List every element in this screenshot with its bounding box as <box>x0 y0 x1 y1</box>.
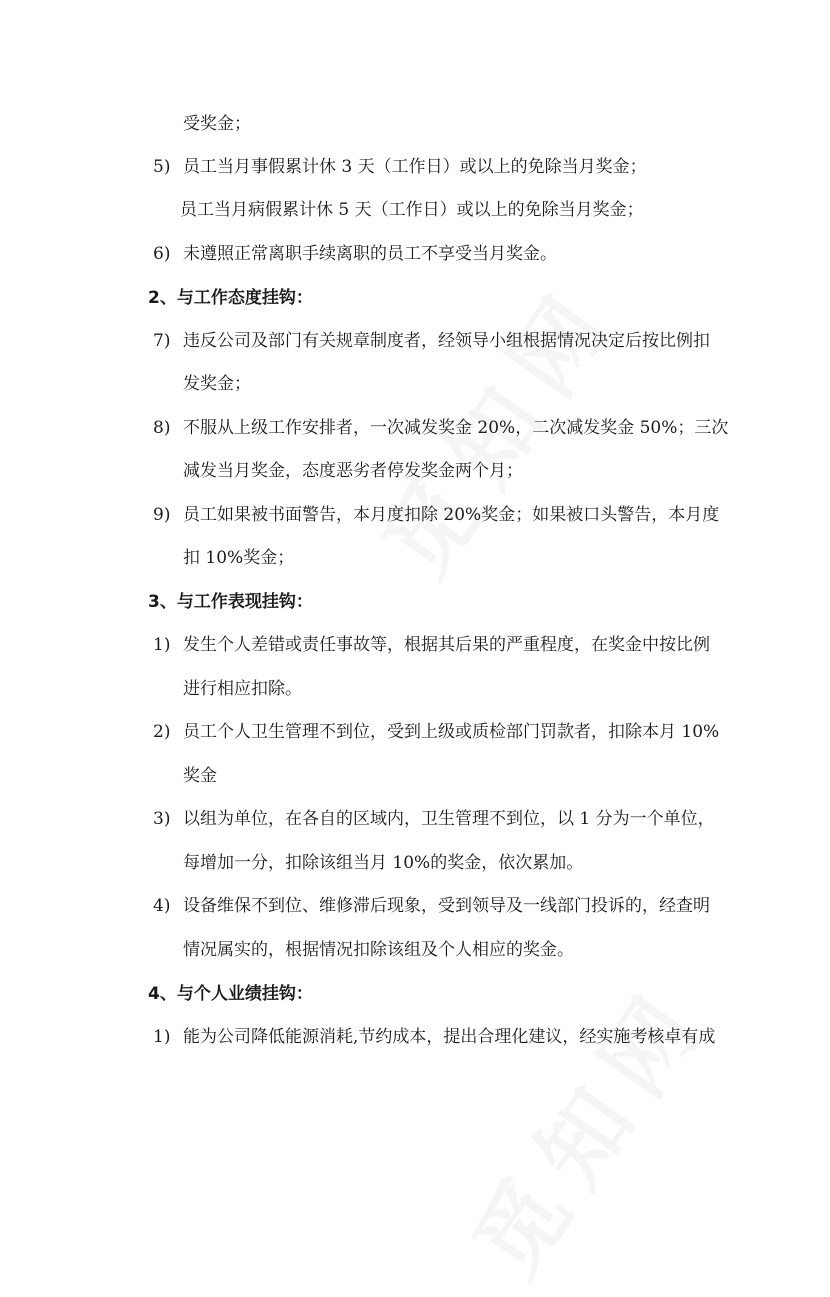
item-text: 能为公司降低能源消耗,节约成本，提出合理化建议，经实施考核卓有成 <box>183 1027 716 1047</box>
item-text: 违反公司及部门有关规章制度者，经领导小组根据情况决定后按比例扣 <box>183 331 710 351</box>
item-text: 员工如果被书面警告，本月度扣除 20%奖金；如果被口头警告，本月度 <box>183 505 720 525</box>
item-text: 以组为单位，在各自的区域内，卫生管理不到位，以 1 分为一个单位， <box>183 809 715 829</box>
watermark <box>437 953 733 1297</box>
item-number: 2) <box>153 722 171 742</box>
item-number: 9) <box>153 505 171 525</box>
item-text: 奖金 <box>183 766 217 786</box>
item-text: 发生个人差错或责任事故等，根据其后果的严重程度，在奖金中按比例 <box>183 635 710 655</box>
item-number: 1) <box>153 1027 171 1047</box>
item-text: 员工当月病假累计休 5 天（工作日）或以上的免除当月奖金； <box>180 200 644 220</box>
item-text: 减发当月奖金，态度恶劣者停发奖金两个月； <box>183 461 523 481</box>
item-text: 不服从上级工作安排者，一次减发奖金 20%，二次减发奖金 50%；三次 <box>183 418 729 438</box>
item-text: 设备维保不到位、维修滞后现象，受到领导及一线部门投诉的，经查明 <box>183 896 710 916</box>
item-number: 7) <box>153 331 171 351</box>
item-text: 情况属实的，根据情况扣除该组及个人相应的奖金。 <box>183 940 574 960</box>
item-number: 5) <box>153 157 171 177</box>
item-text: 每增加一分，扣除该组当月 10%的奖金，依次累加。 <box>183 853 584 873</box>
item-text: 进行相应扣除。 <box>183 679 302 699</box>
item-number: 8) <box>153 418 171 438</box>
section-heading: 4、与个人业绩挂钩： <box>148 984 313 1004</box>
item-number: 3) <box>153 809 171 829</box>
item-text: 未遵照正常离职手续离职的员工不享受当月奖金。 <box>183 244 557 264</box>
item-text: 扣 10%奖金； <box>183 548 295 568</box>
section-heading: 2、与工作态度挂钩： <box>148 288 313 308</box>
item-text: 受奖金； <box>183 114 251 134</box>
item-text: 员工个人卫生管理不到位，受到上级或质检部门罚款者，扣除本月 10% <box>183 722 720 742</box>
item-number: 4) <box>153 896 171 916</box>
section-heading: 3、与工作表现挂钩： <box>148 592 313 612</box>
item-text: 发奖金； <box>183 374 251 394</box>
item-text: 员工当月事假累计休 3 天（工作日）或以上的免除当月奖金； <box>183 157 647 177</box>
item-number: 6) <box>153 244 171 264</box>
item-number: 1) <box>153 635 171 655</box>
